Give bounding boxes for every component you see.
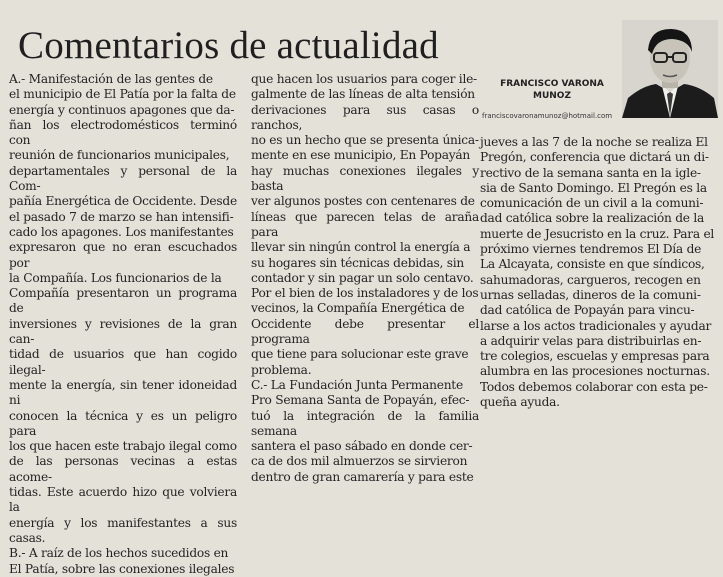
article-column-1 [9,72,237,577]
author-portrait-icon [622,20,718,118]
author-photo [622,20,718,118]
column-text: jueves a las 7 de la noche se realiza El Pregón, conferencia que dictará un di- rectivo de la semana santa en la igle- sia de Santo Domingo. El Pregón es la comunicación de un civil a la comuni- dad católica sobre la realización de la muerte de Jesucristo en la cruz. Para el próximo viernes tendremos El Día de La Alcayata, consiste en que síndicos, sahumadoras, cargueros, recogen en urnas selladas, dineros de la comuni- dad católica de Popayán para vincu- larse a los actos tradicionales y ayudar a adquirir velas para distribuirlas en- tre colegios, escuelas y empresas para alumbra en las procesiones nocturnas. Todos debemos colaborar con esta pe- queña ayuda. [480,135,715,410]
column-text: A.- Manifestación de las gentes de el municipio de El Patía por la falta de energía y continuos apagones que da- ñan los electrodomésticos terminó con reunión de funcionarios municipales, departamentales y personal de la Com- pañía Energética de Occidente. Desde el pasado 7 de marzo se han intensifi- cado los apagones. Los manifestantes expresaron que no eran escuchados por la Compañía. Los funcionarios de la Compañía presentaron un programa de inversiones y revisiones de la gran can- tidad de usuarios que han cogido ilegal- mente la energía, sin tener idoneidad ni conocen la técnica y es un peligro para los que hacen este trabajo ilegal como de las personas vecinas a estas acome- tidas. Este acuerdo hizo que volviera la energía y los manifestantes a sus casas. B.- A raíz de los hechos sucedidos en El Patía, sobre las conexiones ilegales [9,72,237,576]
column-text: que hacen los usuarios para coger ile- galmente de las líneas de alta tensión derivaciones para sus casas o ranchos, no es un hecho que se presenta única- mente en ese municipio, En Popayán hay muchas conexiones ilegales y basta ver algunos postes con centenares de líneas que parecen telas de araña para llevar sin ningún control la energía a su hogares sin técnicas debidas, sin contador y sin pagar un solo centavo. Por el bien de los instaladores y de los vecinos, la Compañía Energética de Occidente debe presentar el programa que tiene para solucionar este grave problema. C.- La Fundación Junta Permanente Pro Semana Santa de Popayán, efec- tuó la integración de la familia semana santera el paso sábado en donde cer- ca de dos mil almuerzos se sirvieron dentro de gran camarería y para este [251,72,479,484]
article-column-2 [251,72,479,485]
article-title: Comentarios de actualidad [18,24,439,67]
author-name: FRANCISCO VARONA MUNOZ [500,79,604,101]
article-column-3 [480,135,718,410]
author-email: franciscovaronamunoz@hotmail.com [482,112,613,120]
